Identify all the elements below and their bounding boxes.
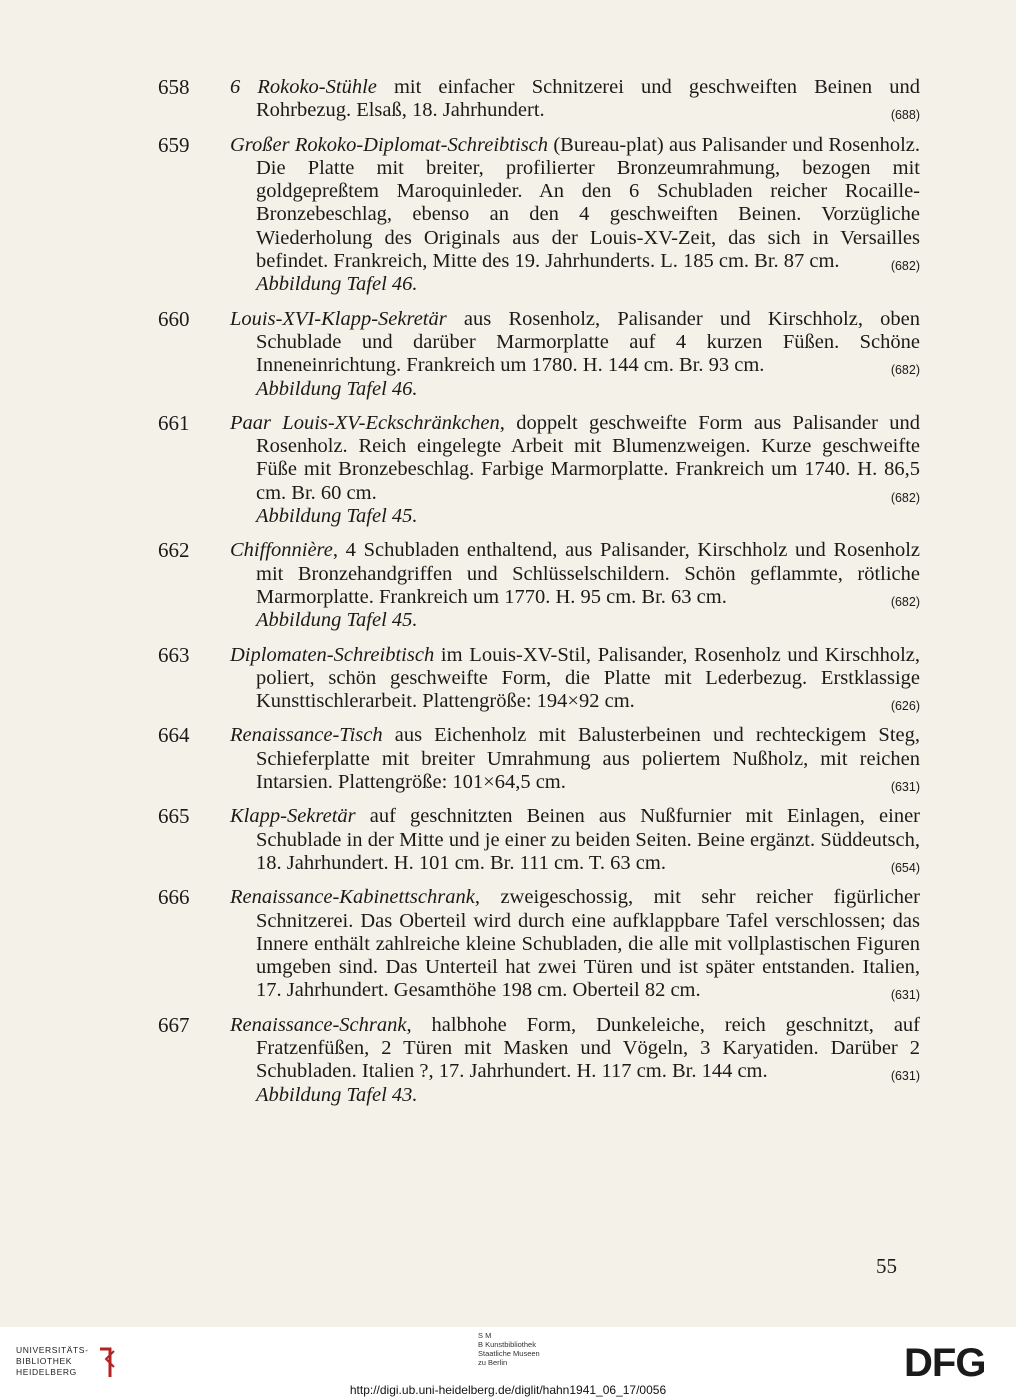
entry-description: , zweigeschossig, mit sehr reicher figürlicher Schnitzerei. Das Oberteil wird durch eine aufklappbare Tafel verschlossen; das Innere enthält zahlreiche kleine Schubladen, die alle mit vollplastischen Figuren umgeben sind. Das Unterteil hat zwei Türen und ist später entstanden. Italien, 17. Jahrhundert. Gesamthöhe 198 cm. Oberteil 82 cm. xyxy=(256,886,920,1002)
ub-heidelberg-logo-text: UNIVERSITÄTS- BIBLIOTHEK HEIDELBERG xyxy=(16,1345,89,1377)
entry-number: 661 xyxy=(158,410,190,435)
entry-text xyxy=(230,76,920,123)
entry-text xyxy=(230,539,920,609)
entry-number: 664 xyxy=(158,723,190,748)
entry-text xyxy=(230,886,920,1003)
entry-text xyxy=(230,643,920,714)
entry-text xyxy=(230,133,920,274)
entry-code: (682) xyxy=(890,259,920,274)
entry-code: (631) xyxy=(890,988,920,1003)
entry-description: , halbhohe Form, Dunkeleiche, reich geschnitzt, auf Fratzenfüßen, 2 Türen mit Masken und Vögeln, 3 Karyatiden. Darüber 2 Schubladen. Italien ?, 17. Jahrhundert. H. 117 cm. Br. 144 cm. xyxy=(256,1013,920,1083)
catalog-entry xyxy=(150,805,920,875)
entry-illustration-ref: Abbildung Tafel 43. xyxy=(256,1083,418,1106)
entry-title: Louis-XVI-Klapp-Sekretär xyxy=(230,307,447,330)
entry-text xyxy=(230,724,920,795)
entry-text xyxy=(230,1013,920,1084)
entry-number: 658 xyxy=(158,75,190,99)
entry-text xyxy=(230,411,921,505)
entry-code: (654) xyxy=(890,860,920,875)
catalog-entry xyxy=(150,724,920,794)
catalog-entries xyxy=(150,76,920,1118)
entry-illustration-ref: Abbildung Tafel 45. xyxy=(256,609,418,632)
catalog-entry xyxy=(150,308,920,401)
center-logo-line: Staatliche Museen xyxy=(478,1349,540,1358)
entry-title: Chiffonnière xyxy=(230,539,333,562)
entry-number: 667 xyxy=(158,1012,190,1037)
entry-code: (682) xyxy=(890,363,920,378)
catalog-entry xyxy=(150,412,920,528)
entry-description: auf geschnitzten Beinen aus Nußfurnier mit Einlagen, einer Schublade in der Mitte und je einer zu beiden Seiten. Beine ergänzt. Süddeutsch, 18. Jahrhundert. H. 101 cm. Br. 111 cm. T. 63 cm. xyxy=(256,805,920,874)
entry-description: mit einfacher Schnitzerei und geschweiften Beinen und Rohrbezug. Elsaß, 18. Jahrhundert. xyxy=(256,76,920,122)
entry-description: , doppelt geschweifte Form aus Palisander und Rosenholz. Reich eingelegte Arbeit mit Blumenzweigen. Kurze geschweifte Füße mit Bronzebeschlag. Farbige Marmorplatte. Frankreich um 1740. H. 86,5 cm. Br. 60 cm. xyxy=(256,411,921,504)
catalog-entry xyxy=(150,76,920,123)
entry-number: 663 xyxy=(158,642,190,667)
center-logo-line: B Kunstbibliothek xyxy=(478,1340,536,1349)
entry-number: 659 xyxy=(158,132,190,157)
dfg-logo: DFG xyxy=(904,1341,986,1385)
entry-number: 662 xyxy=(158,538,190,563)
entry-title: Renaissance-Tisch xyxy=(230,724,383,747)
entry-text xyxy=(230,805,920,875)
entry-illustration-ref: Abbildung Tafel 46. xyxy=(256,273,418,296)
entry-code: (631) xyxy=(890,1069,920,1084)
entry-illustration-ref: Abbildung Tafel 45. xyxy=(256,505,418,528)
entry-description: (Bureau-plat) aus Palisander und Rosenholz. Die Platte mit breiter, profilierter Bronzeumrahmung, bezogen mit goldgepreßtem Maroquinleder. An den 6 Schubladen reicher Rocaille-Bronzebeschlag, ebenso an den 4 geschweiften Beinen. Vorzügliche Wiederholung des Originals aus der Louis-XV-Zeit, das sich in Versailles befindet. Frankreich, Mitte des 19. Jahrhunderts. L. 185 cm. Br. 87 cm. xyxy=(256,133,920,273)
entry-code: (626) xyxy=(890,699,920,714)
entry-title: Paar Louis-XV-Eckschränkchen xyxy=(230,411,500,434)
entry-number: 665 xyxy=(158,804,190,829)
catalog-entry xyxy=(150,1014,920,1107)
entry-number: 666 xyxy=(158,885,190,910)
catalog-entry xyxy=(150,644,920,714)
footer-bar xyxy=(0,1327,1016,1400)
entry-text xyxy=(230,307,920,378)
center-logo-line: S M xyxy=(478,1331,492,1340)
library-emblem-icon xyxy=(98,1347,116,1379)
center-logo-line: zu Berlin xyxy=(478,1358,508,1367)
entry-title: Großer Rokoko-Diplomat-Schreibtisch xyxy=(230,133,549,156)
entry-illustration-ref: Abbildung Tafel 46. xyxy=(256,377,418,400)
entry-title: Renaissance-Kabinettschrank xyxy=(230,886,475,909)
catalog-entry xyxy=(150,539,920,632)
entry-title: Klapp-Sekretär xyxy=(230,805,356,828)
entry-title: Diplomaten-Schreibtisch xyxy=(230,643,435,666)
footer-url[interactable]: http://digi.ub.uni-heidelberg.de/diglit/hahn1941_06_17/0056 xyxy=(349,1383,667,1397)
entry-description: im Louis-XV-Stil, Palisander, Rosenholz und Kirschholz, poliert, schön geschweifte Form, die Platte mit Lederbezug. Erstklassige Kunsttischlerarbeit. Plattengröße: 194×92 cm. xyxy=(256,643,920,713)
catalog-entry xyxy=(150,886,920,1002)
entry-title: Renaissance-Schrank xyxy=(230,1013,407,1036)
catalog-entry xyxy=(150,134,920,297)
entry-description: , 4 Schubladen enthaltend, aus Palisander, Kirschholz und Rosenholz mit Bronzehandgriffen und Schlüsselschildern. Schön geflammte, rötliche Marmorplatte. Frankreich um 1770. H. 95 cm. Br. 63 cm. xyxy=(256,539,920,608)
smb-kunstbibliothek-logo xyxy=(478,1331,578,1367)
entry-description: aus Rosenholz, Palisander und Kirschholz, oben Schublade und darüber Marmorplatte auf 4 kurzen Füßen. Schöne Inneneinrichtung. Frankreich um 1780. H. 144 cm. Br. 93 cm. xyxy=(256,307,920,377)
entry-description: aus Eichenholz mit Balusterbeinen und rechteckigem Steg, Schieferplatte mit breiter Umrahmung aus poliertem Nußholz, mit reichen Intarsien. Plattengröße: 101×64,5 cm. xyxy=(256,724,920,794)
entry-code: (688) xyxy=(890,108,920,123)
entry-code: (631) xyxy=(890,780,920,795)
page-number: 55 xyxy=(876,1254,897,1278)
entry-code: (682) xyxy=(890,490,920,505)
entry-title: 6 Rokoko-Stühle xyxy=(230,76,377,98)
entry-code: (682) xyxy=(890,594,920,609)
entry-number: 660 xyxy=(158,306,190,331)
